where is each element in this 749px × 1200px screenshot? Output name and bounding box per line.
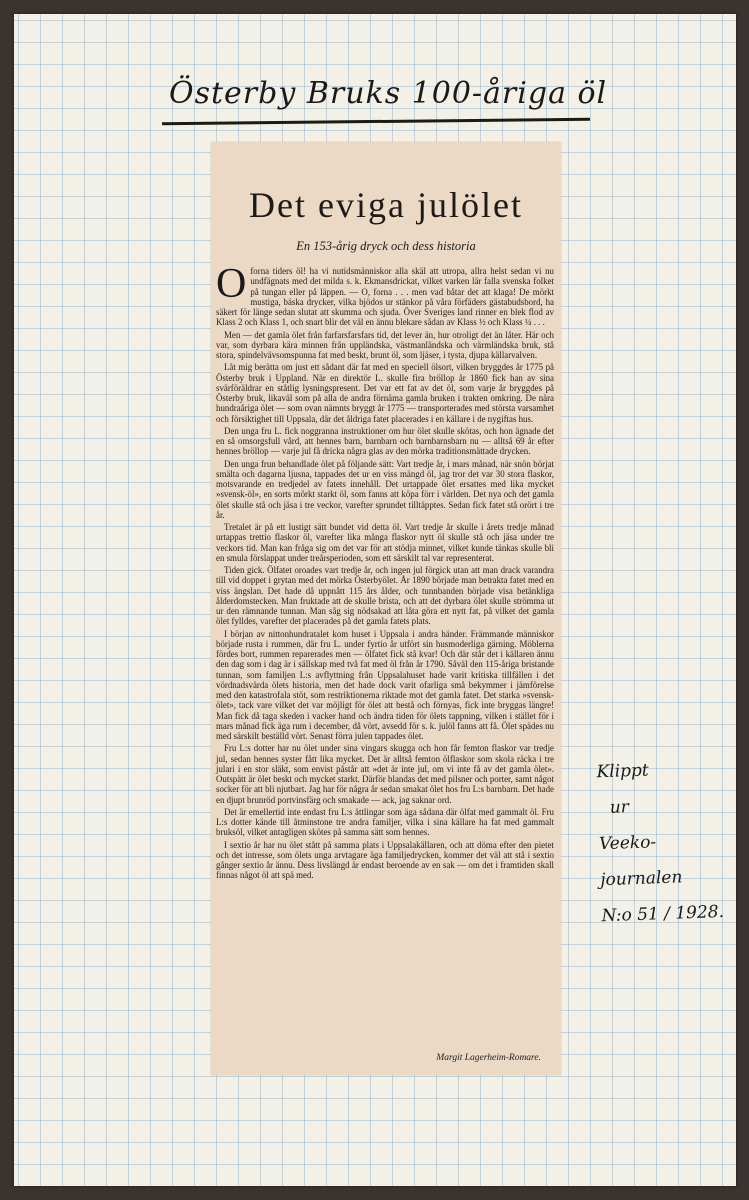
article-paragraph: Den unga fru L. fick noggranna instruktioner om hur ölet skulle skötas, och hon ägnade det en så omsorgsfull vård, att hennes barn, barnbarn och barnbarnsbarn nu — alltså 69 år efter hennes bröllop — varje jul få dricka några glas av den mörka traditionsmättade drycken. (216, 425, 554, 457)
article-body (216, 261, 554, 883)
article-paragraph: Det är emellertid inte endast fru L:s ättlingar som äga sådana där ölfat med gammalt öl. Fru L:s dotter kände till åtminstone tre andra familjer, vilka i sina källare ha fat med gammalt bruksöl, vilket antagligen skötes på samma sätt som hennes. (216, 806, 554, 838)
article-paragraph: Tretalet är på ett lustigt sätt bundet vid detta öl. Vart tredje år skulle i årets tredje månad urtappas trettio flaskor öl, varefter lika många flaskor nytt öl skulle stå och jäsa under tre veckors tid. Man kan fråga sig om det var för att stödja minnet, vilket kunde tänkas skulle bli en smula förslappat under treårsperioden, som ett särskilt tal var representerat. (216, 522, 554, 563)
source-note-line: Klippt (596, 760, 650, 783)
article-paragraph: Låt mig berätta om just ett sådant där fat med en speciell ölsort, vilken bryggdes år 1775 på Österby bruk i Uppland. När en direktör L. skulle fira bröllop år 1860 fick han av sina svärföräldrar en ståtlig lysningspresent. Det var ett fat av det öl, som varje år bryggdes på Österby bruk, likaväl som på alla de andra förnäma gamla bruken i trakten omkring. De nära hundraåriga ölet — som ovan nämnts bryggt år 1775 — transporterades med största varsamhet och försiktighet till Uppsala, där det åldriga fatet placerades i en källare i de nygiftas hus. (216, 362, 554, 424)
article-paragraph: Tiden gick. Ölfatet oroades vart tredje år, och ingen jul förgick utan att man drack varandra till vid doppet i grytan med det mörka Österbyölet. År 1890 började man betrakta fatet med en viss ängslan. Det hade då uppnått 115 års ålder, och tunnbanden började visa betänkliga ålderdomstecken. Man fruktade att de skulle brista, och att det dyrbara ölet skulle strömma ut ur den rämnande tunnan. Man såg sig nödsakad att låta göra ett nytt fat, på vilket det gamla ölet fylldes, varefter det placerades på det gamla fatets plats. (216, 565, 554, 627)
article-headline: Det eviga julölet (249, 185, 523, 225)
article-byline: Margit Lagerheim-Romare. (436, 1053, 541, 1063)
handwritten-source-note (596, 750, 732, 934)
source-note-line: ur (609, 797, 630, 818)
article-paragraph: Oforna tiders öl! ha vi nutidsmänniskor alla skäl att utropa, allra helst sedan vi nu undfägnats med det milda s. k. Ekmansdrickat, vilket varken lär falla svenska folket på tungan eller på läppen. — O, forna . . . men vad båtar det att klaga! De mörkt mustiga, bäska drycker, vilka bjödos ur stänkor på våra förfäders gästabudsbord, ha säkert för länge sedan slutat att skumma och sjuda. Över Sveriges land rinner en blek flod av Klass 2 och Klass 1, och snart blir det väl en ännu blekare sådan av Klass ½ och Klass ¼ . . . (216, 261, 554, 328)
article-paragraph: I början av nittonhundratalet kom huset i Uppsala i andra händer. Främmande människor började rusta i rummen, där fru L. under fyrtio år utfört sin husmoderliga gärning. Möblerna fördes bort, rummen reparerades men — ölfatet fick stå kvar! Och där står det i källaren ännu den dag som i dag är i sällskap med två fat med öl från år 1790. Såväl den 115-åriga bristande tunnan, som familjen L:s avflyttning från Uppsalahuset hade varit kritiska tillfällen i det vördnadsvärda ölets historia, men det hade dock varit ofarliga små bekymmer i jämförelse med den katastrofala stöt, som restriktionerna riktade mot det gamla fatet. Det starka »svenskölet», tack vare vilket det var möjligt för ölet att bestå och förnyas, fick inte bryggas längre! Man fick då taga skeden i vacker hand och ändra tiden för ölets tappning, vilken i stället för i mars månad fick äga rum i december, då vört, avsedd för s. k. julöl fanns att få. Ölet spädes nu med särskilt beställd vört. Senast förra julen tappades ölet. (216, 628, 554, 741)
drop-cap: O (216, 261, 247, 307)
article-subheadline: En 153-årig dryck och dess historia (296, 239, 476, 253)
article-paragraph: Men — det gamla ölet från farfarsfarsfars tid, det lever än, hur otroligt det än låter. Här och var, som dyrbara kära minnen från uppländska, västmanländska och värmländska bruk, stå stora, spindelvävsomspunna fat med beskt, brunt öl, som ljäser, i tysta, djupa källarvalven. (216, 329, 554, 360)
newspaper-clipping (211, 142, 561, 1075)
article-paragraph: Fru L:s dotter har nu ölet under sina vingars skugga och hon får femton flaskor var tredje jul, sedan hennes syster fått lika mycket. Det är alltså femton ölflaskor som skola räcka i tre julari i en stor släkt, som envist påstår att »det är inte jul, om vi inte få av det gamla ölet». Outspätt är ölet beskt och mycket starkt. Därför blandas det med pilsner och porter, samt något socker för att bli njutbart. Jag har för några år sedan smakat ölet hos fru L:s barnbarn. Det hade en djupt brunröd portvinsfärg och smakade — ack, jag saknar ord. (216, 743, 554, 805)
source-note-line: N:o 51 / 1928. (601, 901, 725, 927)
title-underline (162, 118, 590, 125)
archive-sheet (14, 14, 736, 1186)
source-note-line: Veeko- (598, 832, 657, 855)
article-paragraph: I sextio år har nu ölet stått på samma plats i Uppsalakällaren, och att döma efter den pietet och det intresse, som ölets unga arvtagare äga familjedrycken, kommer det väl att stå i sextio gånger sextio år ännu. Dess livslängd är endast beroende av en sak — om det i framtiden skall finnas något öl att spä med. (216, 839, 554, 881)
source-note-line: journalen (599, 867, 683, 891)
handwritten-title: Österby Bruks 100-åriga öl (169, 76, 608, 111)
article-paragraph: Den unga frun behandlade ölet på följande sätt: Vart tredje år, i mars månad, när snön börjat smälta och dagarna ljusna, tappades det ur en viss mängd öl, jag tror det var 30 stora flaskor, motsvarande en tredjedel av fatets innehåll. Det urtappade ölet ersattes med lika mycket »svensk-öl», en sorts mörkt starkt öl, som fanns att köpa förr i världen. Det nya och det gamla ölet skulle stå och jäsa i tre veckor, varefter sprundet tilltäpptes. Sedan fick fatet stå orört i tre år. (216, 458, 554, 520)
